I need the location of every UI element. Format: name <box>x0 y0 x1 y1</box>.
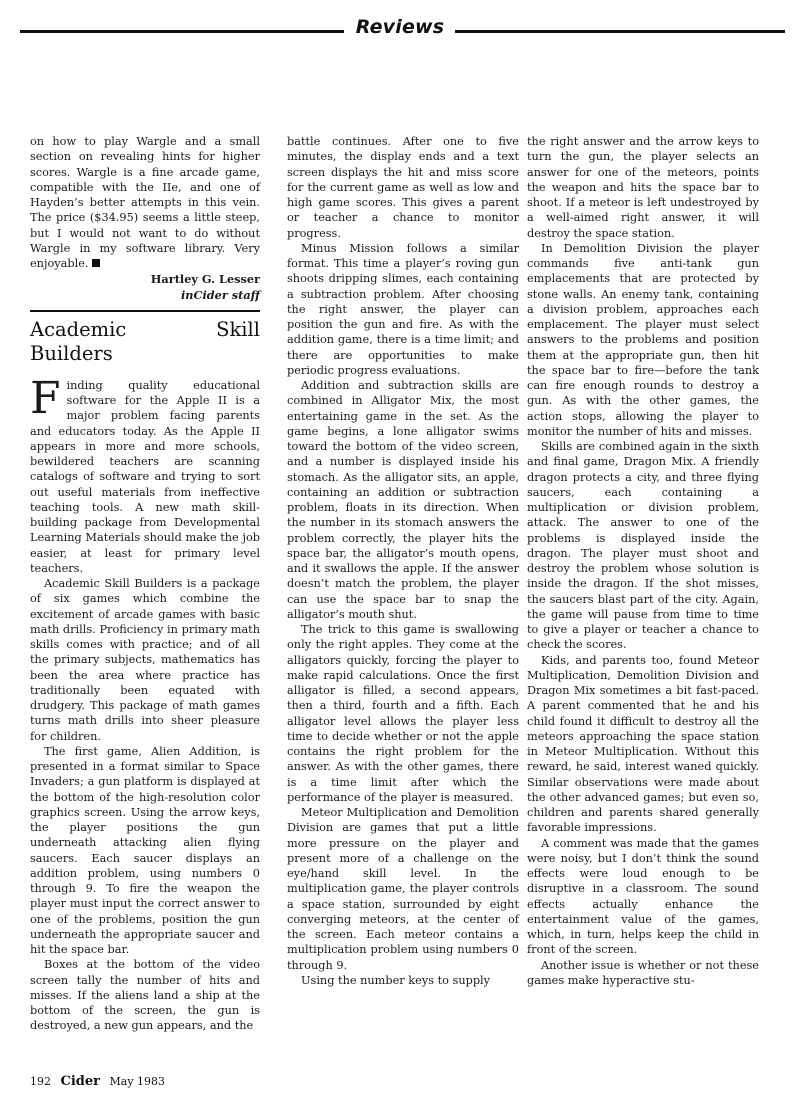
paragraph: the right answer and the arrow keys to turn the gun, the player selects an answer for one of the meteors, points the weapon and hits the space bar to shoot. If a meteor is left undestroyed by a well-aimed right answer, it will destroy the space station. <box>527 135 759 240</box>
author-affiliation: inCider staff <box>180 287 260 302</box>
byline <box>30 272 260 303</box>
paragraph: Kids, and parents too, found Meteor Multiplication, Demolition Division and Dragon Mix sometimes a bit fast-paced. A parent commented that he and his child found it difficult to destroy all the meteors approaching the space station in Meteor Multiplication. Without this reward, he said, interest waned quickly. Similar observations were made about the other advanced games; but even so, children and parents shared generally favorable impressions. <box>527 653 759 835</box>
paragraph: A comment was made that the games were noisy, but I don’t think the sound effects were loud enough to be disruptive in a classroom. The sound effects actually enhance the entertainment value of the games, which, in turn, helps keep the child in front of the screen. <box>527 836 759 957</box>
paragraph: In Demolition Division the player commands five anti-tank gun emplacements that are protected by stone walls. An enemy tank, containing a division problem, approaches each emplacement. The player must select answers to the problems and position them at the appropriate gun, then hit the space bar to fire—before the tank can fire enough rounds to destroy a gun. As with the other games, the action stops, allowing the player to monitor the number of hits and misses. <box>527 241 759 438</box>
magazine-logo: Cider <box>60 1074 100 1089</box>
column-3 <box>527 134 759 988</box>
header-rule-left <box>20 30 344 33</box>
page-number: 192 <box>30 1075 51 1088</box>
paragraph: Using the number keys to supply <box>301 973 491 987</box>
paragraph: battle continues. After one to five minutes, the display ends and a text screen displays the hit and miss score for the current game as well as low and high game scores. This gives a parent or teacher a chance to monitor progress. <box>287 135 519 240</box>
paragraph: Skills are combined again in the sixth and final game, Dragon Mix. A friendly dragon protects a city, and three flying saucers, each containing a multiplication or division problem, attack. The answer to one of the problems is displayed inside the dragon. The player must shoot and destroy the problem whose solution is inside the dragon. If the shot misses, the saucers blast part of the city. Again, the game will pause from time to time to give a player or teacher a chance to check the scores. <box>527 440 759 652</box>
paragraph-text: inding quality educational software for the Apple II is a major problem facing parents and educators today. As the Apple II appears in more and more schools, bewildered teachers are scanning catalogs of software and trying to sort out useful materials from ineffective teaching tools. A new math skill-building package from Developmental Learning Materials should make the job easier, at least for primary level teachers. <box>30 378 260 575</box>
lead-paragraph <box>30 372 260 576</box>
page-footer <box>30 1074 171 1089</box>
paragraph: Meteor Multiplication and Demolition Division are games that put a little more pressure on the player and present more of a challenge on the eye/hand skill level. In the multiplication game, the player controls a space station, surrounded by eight converging meteors, at the center of the screen. Each meteor contains a multiplication problem using numbers 0 through 9. <box>287 806 519 972</box>
paragraph: Boxes at the bottom of the video screen tally the number of hits and misses. If the aliens land a ship at the bottom of the screen, the gun is destroyed, a new gun appears, and the <box>30 958 260 1033</box>
paragraph: Another issue is whether or not these games make hyperactive stu- <box>527 958 759 987</box>
header-rule-right <box>455 30 785 33</box>
article-divider <box>30 310 260 312</box>
section-title: Reviews <box>355 16 445 38</box>
column-1 <box>30 134 260 1034</box>
paragraph: Minus Mission follows a similar format. This time a player’s roving gun shoots dripping slimes, each containing a subtraction problem. After choosing the right answer, the player can position the gun and fire. As with the addition game, there is a time limit; and there are opportunities to make periodic progress evaluations. <box>287 241 519 377</box>
paragraph: The trick to this game is swallowing only the right apples. They come at the alligators quickly, forcing the player to make rapid calculations. Once the first alligator is filled, a second appears, then a third, fourth and a fifth. Each alligator level allows the player less time to decide whether or not the apple contains the right problem for the answer. As with the other games, there is a time limit after which the performance of the player is measured. <box>287 623 519 804</box>
end-of-article-mark <box>92 259 100 267</box>
paragraph: Addition and subtraction skills are combined in Alligator Mix, the most entertaining game in the set. As the game begins, a lone alligator swims toward the bottom of the video screen, and a number is displayed inside his stomach. As the alligator sits, an apple, containing an addition or subtraction problem, floats in its direction. When the number in its stomach answers the problem correctly, the player hits the space bar, the alligator’s mouth opens, and it swallows the apple. If the answer doesn’t match the problem, the player can use the space bar to snap the alligator’s mouth shut. <box>287 379 519 621</box>
paragraph-text: on how to play Wargle and a small section on revealing hints for higher scores. Wargle is a fine arcade game, compatible with the IIe, and one of Hayden’s better attempts in this vein. The price ($34.95) seems a little steep, but I would not want to do without Wargle in my software library. Very enjoyable. <box>30 135 260 270</box>
column-2 <box>287 134 519 988</box>
author-name: Hartley G. Lesser <box>150 272 260 287</box>
paragraph: The first game, Alien Addition, is presented in a format similar to Space Invaders; a gun platform is displayed at the bottom of the high-resolution color graphics screen. Using the arrow keys, the player positions the gun underneath attacking alien flying saucers. Each saucer displays an addition problem, using numbers 0 through 9. To fire the weapon the player must input the correct answer to one of the problems, position the gun underneath the appropriate saucer and hit the space bar. <box>30 744 260 956</box>
issue-date: May 1983 <box>109 1075 166 1088</box>
article-title: Academic Skill Builders <box>30 317 260 365</box>
paragraph <box>30 134 260 271</box>
paragraph: Academic Skill Builders is a package of six games which combine the excitement of arcade games with basic math drills. Proficiency in primary math skills comes with practice; and of all the primary subjects, mathematics has been the area where practice has traditionally been equated with drudgery. This package of math games turns math drills into sheer pleasure for children. <box>30 577 260 743</box>
drop-cap: F <box>30 372 61 424</box>
